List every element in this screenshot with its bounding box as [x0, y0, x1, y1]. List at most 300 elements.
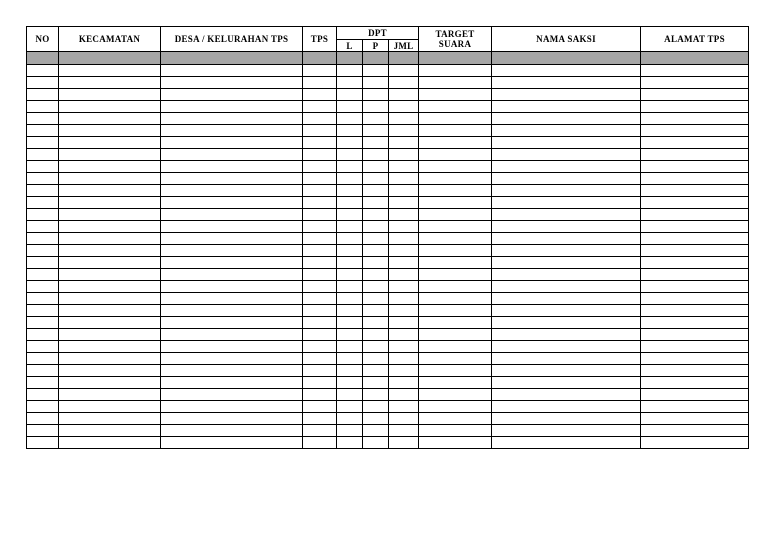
- header-target-line2: SUARA: [438, 39, 472, 49]
- cell-nama-saksi: [492, 329, 641, 341]
- cell-alamat-tps: [641, 137, 749, 149]
- cell-no: [27, 113, 59, 125]
- cell-dpt-l: [337, 101, 363, 113]
- cell-kecamatan: [59, 233, 161, 245]
- cell-desa: [161, 221, 303, 233]
- cell-dpt-jml: [389, 353, 419, 365]
- cell-target-suara: [419, 281, 492, 293]
- cell-dpt-l: [337, 245, 363, 257]
- table-row: [27, 257, 749, 269]
- cell-dpt-p: [363, 101, 389, 113]
- cell-alamat-tps: [641, 293, 749, 305]
- cell-dpt-l: [337, 329, 363, 341]
- cell-nama-saksi: [492, 389, 641, 401]
- cell-dpt-p: [363, 65, 389, 77]
- cell-no: [27, 413, 59, 425]
- cell-dpt-l: [337, 173, 363, 185]
- cell-nama-saksi: [492, 77, 641, 89]
- cell-tps: [303, 173, 337, 185]
- shaded-cell: [389, 52, 419, 65]
- cell-dpt-jml: [389, 137, 419, 149]
- cell-kecamatan: [59, 329, 161, 341]
- cell-desa: [161, 281, 303, 293]
- cell-alamat-tps: [641, 341, 749, 353]
- cell-tps: [303, 65, 337, 77]
- cell-desa: [161, 89, 303, 101]
- cell-dpt-jml: [389, 209, 419, 221]
- cell-tps: [303, 305, 337, 317]
- cell-alamat-tps: [641, 401, 749, 413]
- cell-desa: [161, 113, 303, 125]
- header-kecamatan: KECAMATAN: [59, 27, 161, 52]
- cell-nama-saksi: [492, 281, 641, 293]
- shaded-cell: [492, 52, 641, 65]
- cell-dpt-jml: [389, 401, 419, 413]
- cell-tps: [303, 245, 337, 257]
- shaded-cell: [641, 52, 749, 65]
- cell-kecamatan: [59, 77, 161, 89]
- cell-dpt-p: [363, 365, 389, 377]
- cell-no: [27, 125, 59, 137]
- shaded-separator-row: [27, 52, 749, 65]
- cell-dpt-p: [363, 269, 389, 281]
- header-alamat-tps: ALAMAT TPS: [641, 27, 749, 52]
- cell-target-suara: [419, 221, 492, 233]
- table-row: [27, 377, 749, 389]
- cell-desa: [161, 185, 303, 197]
- cell-dpt-l: [337, 257, 363, 269]
- table-row: [27, 245, 749, 257]
- cell-dpt-jml: [389, 317, 419, 329]
- cell-dpt-p: [363, 353, 389, 365]
- cell-target-suara: [419, 245, 492, 257]
- cell-no: [27, 365, 59, 377]
- cell-nama-saksi: [492, 413, 641, 425]
- table-row: [27, 353, 749, 365]
- cell-no: [27, 293, 59, 305]
- cell-kecamatan: [59, 389, 161, 401]
- cell-target-suara: [419, 257, 492, 269]
- cell-desa: [161, 293, 303, 305]
- cell-target-suara: [419, 173, 492, 185]
- cell-kecamatan: [59, 101, 161, 113]
- cell-desa: [161, 233, 303, 245]
- cell-dpt-p: [363, 401, 389, 413]
- table-row: [27, 149, 749, 161]
- cell-alamat-tps: [641, 233, 749, 245]
- cell-desa: [161, 209, 303, 221]
- cell-tps: [303, 353, 337, 365]
- cell-dpt-p: [363, 221, 389, 233]
- cell-dpt-jml: [389, 365, 419, 377]
- cell-no: [27, 149, 59, 161]
- cell-desa: [161, 65, 303, 77]
- cell-dpt-p: [363, 425, 389, 437]
- cell-dpt-p: [363, 437, 389, 449]
- cell-dpt-p: [363, 389, 389, 401]
- cell-nama-saksi: [492, 197, 641, 209]
- cell-dpt-p: [363, 209, 389, 221]
- cell-kecamatan: [59, 185, 161, 197]
- cell-alamat-tps: [641, 353, 749, 365]
- cell-tps: [303, 209, 337, 221]
- table-row: [27, 329, 749, 341]
- cell-kecamatan: [59, 377, 161, 389]
- cell-target-suara: [419, 65, 492, 77]
- cell-dpt-l: [337, 65, 363, 77]
- cell-alamat-tps: [641, 77, 749, 89]
- cell-target-suara: [419, 233, 492, 245]
- cell-nama-saksi: [492, 221, 641, 233]
- cell-desa: [161, 317, 303, 329]
- cell-dpt-l: [337, 281, 363, 293]
- cell-alamat-tps: [641, 317, 749, 329]
- cell-kecamatan: [59, 161, 161, 173]
- cell-dpt-l: [337, 389, 363, 401]
- table-row: [27, 281, 749, 293]
- header-nama-saksi: NAMA SAKSI: [492, 27, 641, 52]
- cell-dpt-jml: [389, 329, 419, 341]
- header-target-suara: [419, 27, 492, 52]
- cell-dpt-p: [363, 305, 389, 317]
- cell-no: [27, 341, 59, 353]
- cell-dpt-jml: [389, 197, 419, 209]
- cell-kecamatan: [59, 317, 161, 329]
- cell-no: [27, 173, 59, 185]
- cell-tps: [303, 437, 337, 449]
- cell-tps: [303, 113, 337, 125]
- cell-target-suara: [419, 305, 492, 317]
- table-row: [27, 89, 749, 101]
- cell-tps: [303, 257, 337, 269]
- cell-target-suara: [419, 293, 492, 305]
- cell-tps: [303, 221, 337, 233]
- cell-tps: [303, 269, 337, 281]
- cell-alamat-tps: [641, 377, 749, 389]
- header-tps: TPS: [303, 27, 337, 52]
- cell-desa: [161, 365, 303, 377]
- cell-alamat-tps: [641, 365, 749, 377]
- cell-desa: [161, 413, 303, 425]
- cell-dpt-l: [337, 89, 363, 101]
- cell-dpt-l: [337, 305, 363, 317]
- cell-dpt-l: [337, 377, 363, 389]
- cell-dpt-jml: [389, 437, 419, 449]
- cell-target-suara: [419, 161, 492, 173]
- cell-kecamatan: [59, 341, 161, 353]
- cell-nama-saksi: [492, 173, 641, 185]
- cell-nama-saksi: [492, 185, 641, 197]
- cell-target-suara: [419, 149, 492, 161]
- cell-no: [27, 389, 59, 401]
- cell-target-suara: [419, 89, 492, 101]
- cell-desa: [161, 257, 303, 269]
- cell-dpt-l: [337, 425, 363, 437]
- cell-alamat-tps: [641, 65, 749, 77]
- cell-no: [27, 317, 59, 329]
- cell-dpt-jml: [389, 269, 419, 281]
- cell-dpt-jml: [389, 173, 419, 185]
- cell-target-suara: [419, 365, 492, 377]
- cell-dpt-l: [337, 125, 363, 137]
- cell-alamat-tps: [641, 305, 749, 317]
- cell-kecamatan: [59, 269, 161, 281]
- cell-nama-saksi: [492, 293, 641, 305]
- cell-dpt-p: [363, 377, 389, 389]
- cell-dpt-l: [337, 353, 363, 365]
- cell-dpt-p: [363, 341, 389, 353]
- cell-kecamatan: [59, 149, 161, 161]
- cell-alamat-tps: [641, 113, 749, 125]
- cell-nama-saksi: [492, 353, 641, 365]
- cell-tps: [303, 341, 337, 353]
- cell-dpt-jml: [389, 185, 419, 197]
- tps-witness-form-table: [26, 26, 749, 449]
- cell-kecamatan: [59, 65, 161, 77]
- cell-dpt-p: [363, 173, 389, 185]
- cell-no: [27, 305, 59, 317]
- cell-nama-saksi: [492, 305, 641, 317]
- cell-alamat-tps: [641, 209, 749, 221]
- cell-dpt-l: [337, 413, 363, 425]
- cell-alamat-tps: [641, 89, 749, 101]
- cell-dpt-jml: [389, 125, 419, 137]
- cell-dpt-l: [337, 137, 363, 149]
- cell-dpt-p: [363, 113, 389, 125]
- cell-nama-saksi: [492, 101, 641, 113]
- cell-no: [27, 197, 59, 209]
- cell-kecamatan: [59, 245, 161, 257]
- cell-dpt-jml: [389, 113, 419, 125]
- cell-dpt-jml: [389, 293, 419, 305]
- table-row: [27, 401, 749, 413]
- cell-desa: [161, 125, 303, 137]
- header-dpt-l: L: [337, 40, 363, 52]
- cell-dpt-p: [363, 245, 389, 257]
- table-row: [27, 233, 749, 245]
- cell-no: [27, 65, 59, 77]
- shaded-cell: [27, 52, 59, 65]
- cell-tps: [303, 377, 337, 389]
- cell-nama-saksi: [492, 149, 641, 161]
- cell-dpt-p: [363, 281, 389, 293]
- header-target-line1: TARGET: [435, 29, 475, 39]
- cell-tps: [303, 161, 337, 173]
- cell-target-suara: [419, 113, 492, 125]
- cell-kecamatan: [59, 137, 161, 149]
- cell-alamat-tps: [641, 221, 749, 233]
- cell-target-suara: [419, 329, 492, 341]
- cell-no: [27, 77, 59, 89]
- cell-tps: [303, 149, 337, 161]
- cell-kecamatan: [59, 425, 161, 437]
- header-no: NO: [27, 27, 59, 52]
- cell-desa: [161, 149, 303, 161]
- cell-nama-saksi: [492, 89, 641, 101]
- cell-alamat-tps: [641, 413, 749, 425]
- cell-dpt-jml: [389, 77, 419, 89]
- cell-target-suara: [419, 437, 492, 449]
- cell-no: [27, 161, 59, 173]
- cell-kecamatan: [59, 257, 161, 269]
- cell-alamat-tps: [641, 125, 749, 137]
- cell-dpt-l: [337, 365, 363, 377]
- cell-no: [27, 437, 59, 449]
- cell-target-suara: [419, 77, 492, 89]
- table-row: [27, 221, 749, 233]
- cell-dpt-p: [363, 125, 389, 137]
- cell-no: [27, 257, 59, 269]
- cell-dpt-p: [363, 137, 389, 149]
- cell-kecamatan: [59, 365, 161, 377]
- cell-dpt-jml: [389, 305, 419, 317]
- cell-no: [27, 233, 59, 245]
- cell-dpt-jml: [389, 65, 419, 77]
- cell-dpt-l: [337, 161, 363, 173]
- cell-dpt-jml: [389, 161, 419, 173]
- cell-nama-saksi: [492, 137, 641, 149]
- cell-no: [27, 89, 59, 101]
- shaded-cell: [363, 52, 389, 65]
- cell-no: [27, 245, 59, 257]
- cell-desa: [161, 305, 303, 317]
- shaded-cell: [303, 52, 337, 65]
- cell-no: [27, 269, 59, 281]
- cell-dpt-l: [337, 401, 363, 413]
- cell-tps: [303, 125, 337, 137]
- cell-dpt-l: [337, 233, 363, 245]
- table-row: [27, 317, 749, 329]
- cell-kecamatan: [59, 305, 161, 317]
- cell-nama-saksi: [492, 401, 641, 413]
- cell-target-suara: [419, 425, 492, 437]
- cell-dpt-jml: [389, 281, 419, 293]
- table-row: [27, 437, 749, 449]
- cell-no: [27, 209, 59, 221]
- cell-tps: [303, 365, 337, 377]
- cell-tps: [303, 233, 337, 245]
- cell-dpt-jml: [389, 425, 419, 437]
- cell-target-suara: [419, 185, 492, 197]
- cell-kecamatan: [59, 197, 161, 209]
- cell-desa: [161, 425, 303, 437]
- cell-alamat-tps: [641, 161, 749, 173]
- cell-target-suara: [419, 317, 492, 329]
- table-row: [27, 425, 749, 437]
- cell-no: [27, 377, 59, 389]
- cell-alamat-tps: [641, 245, 749, 257]
- cell-tps: [303, 89, 337, 101]
- shaded-cell: [419, 52, 492, 65]
- cell-nama-saksi: [492, 245, 641, 257]
- cell-desa: [161, 329, 303, 341]
- cell-dpt-jml: [389, 101, 419, 113]
- cell-nama-saksi: [492, 233, 641, 245]
- cell-alamat-tps: [641, 149, 749, 161]
- cell-desa: [161, 173, 303, 185]
- cell-dpt-p: [363, 413, 389, 425]
- cell-dpt-l: [337, 149, 363, 161]
- header-dpt: DPT: [337, 27, 419, 40]
- cell-dpt-l: [337, 209, 363, 221]
- cell-dpt-l: [337, 113, 363, 125]
- cell-tps: [303, 401, 337, 413]
- table-row: [27, 197, 749, 209]
- table-row: [27, 209, 749, 221]
- cell-kecamatan: [59, 221, 161, 233]
- cell-target-suara: [419, 101, 492, 113]
- cell-dpt-l: [337, 293, 363, 305]
- cell-kecamatan: [59, 209, 161, 221]
- table-row: [27, 173, 749, 185]
- cell-tps: [303, 197, 337, 209]
- cell-dpt-p: [363, 149, 389, 161]
- cell-desa: [161, 137, 303, 149]
- cell-desa: [161, 197, 303, 209]
- table-row: [27, 77, 749, 89]
- cell-desa: [161, 401, 303, 413]
- cell-dpt-l: [337, 185, 363, 197]
- cell-target-suara: [419, 377, 492, 389]
- cell-nama-saksi: [492, 425, 641, 437]
- cell-alamat-tps: [641, 173, 749, 185]
- cell-dpt-jml: [389, 413, 419, 425]
- cell-tps: [303, 389, 337, 401]
- cell-target-suara: [419, 269, 492, 281]
- cell-no: [27, 353, 59, 365]
- cell-desa: [161, 353, 303, 365]
- cell-target-suara: [419, 197, 492, 209]
- table-row: [27, 185, 749, 197]
- cell-dpt-jml: [389, 89, 419, 101]
- cell-dpt-p: [363, 293, 389, 305]
- cell-dpt-jml: [389, 257, 419, 269]
- cell-kecamatan: [59, 353, 161, 365]
- cell-dpt-l: [337, 437, 363, 449]
- cell-alamat-tps: [641, 257, 749, 269]
- cell-nama-saksi: [492, 341, 641, 353]
- cell-dpt-l: [337, 197, 363, 209]
- cell-desa: [161, 245, 303, 257]
- cell-nama-saksi: [492, 209, 641, 221]
- cell-target-suara: [419, 353, 492, 365]
- cell-kecamatan: [59, 113, 161, 125]
- cell-nama-saksi: [492, 377, 641, 389]
- shaded-cell: [59, 52, 161, 65]
- table-row: [27, 65, 749, 77]
- cell-desa: [161, 437, 303, 449]
- cell-dpt-jml: [389, 233, 419, 245]
- table-row: [27, 413, 749, 425]
- cell-kecamatan: [59, 437, 161, 449]
- cell-alamat-tps: [641, 425, 749, 437]
- cell-dpt-jml: [389, 341, 419, 353]
- cell-no: [27, 221, 59, 233]
- cell-dpt-l: [337, 77, 363, 89]
- cell-no: [27, 401, 59, 413]
- cell-nama-saksi: [492, 65, 641, 77]
- cell-nama-saksi: [492, 269, 641, 281]
- cell-tps: [303, 293, 337, 305]
- cell-tps: [303, 77, 337, 89]
- cell-dpt-l: [337, 221, 363, 233]
- cell-alamat-tps: [641, 197, 749, 209]
- cell-dpt-p: [363, 161, 389, 173]
- table-row: [27, 341, 749, 353]
- cell-no: [27, 185, 59, 197]
- cell-target-suara: [419, 413, 492, 425]
- cell-desa: [161, 101, 303, 113]
